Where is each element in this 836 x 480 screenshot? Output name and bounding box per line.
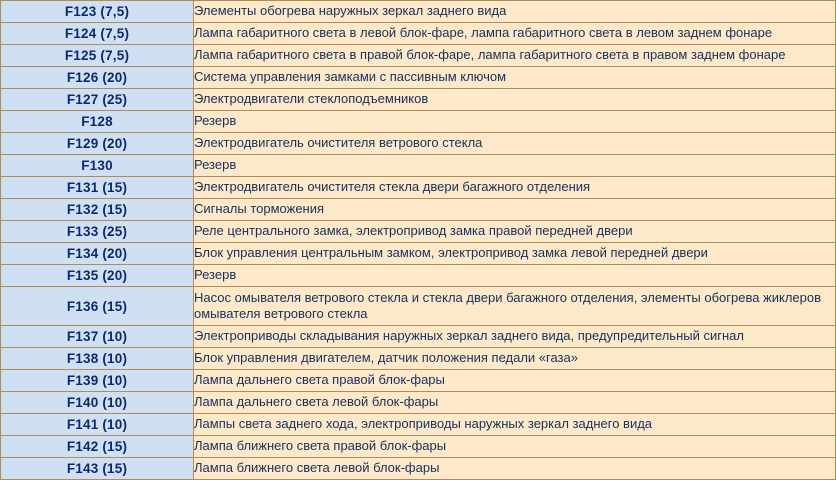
fuse-designation-cell: F129 (20) (1, 133, 194, 155)
fuse-description-cell: Элементы обогрева наружных зеркал заднего вида (194, 1, 836, 23)
fuse-description-cell: Лампа дальнего света правой блок-фары (194, 370, 836, 392)
table-row (1, 243, 836, 265)
fuse-designation-cell: F143 (15) (1, 458, 194, 480)
fuse-designation-cell: F132 (15) (1, 199, 194, 221)
table-row (1, 199, 836, 221)
table-row (1, 23, 836, 45)
table-row (1, 111, 836, 133)
fuse-designation-cell: F141 (10) (1, 414, 194, 436)
fuse-designation-cell: F123 (7,5) (1, 1, 194, 23)
fuse-description-cell: Лампа дальнего света левой блок-фары (194, 392, 836, 414)
fuse-description-cell: Блок управления двигателем, датчик положения педали «газа» (194, 348, 836, 370)
fuse-designation-cell: F137 (10) (1, 326, 194, 348)
fuse-description-cell: Электродвигатель очистителя ветрового стекла (194, 133, 836, 155)
table-row (1, 436, 836, 458)
fuse-designation-cell: F139 (10) (1, 370, 194, 392)
fuse-description-cell: Лампа габаритного света в правой блок-фаре, лампа габаритного света в правом заднем фонаре (194, 45, 836, 67)
fuse-designation-cell: F131 (15) (1, 177, 194, 199)
fuse-description-cell: Блок управления центральным замком, электропривод замка левой передней двери (194, 243, 836, 265)
fuse-designation-cell: F127 (25) (1, 89, 194, 111)
fuse-description-cell: Электродвигатели стеклоподъемников (194, 89, 836, 111)
fuse-designation-cell: F125 (7,5) (1, 45, 194, 67)
fuse-designation-cell: F138 (10) (1, 348, 194, 370)
fuse-description-cell: Резерв (194, 111, 836, 133)
table-row (1, 67, 836, 89)
table-row (1, 155, 836, 177)
fuse-designation-cell: F130 (1, 155, 194, 177)
table-row (1, 287, 836, 326)
table-row (1, 458, 836, 480)
table-row (1, 45, 836, 67)
table-row (1, 1, 836, 23)
fuse-designation-cell: F135 (20) (1, 265, 194, 287)
fuse-designation-cell: F136 (15) (1, 287, 194, 326)
fuse-table-body (1, 1, 836, 480)
table-row (1, 348, 836, 370)
table-row (1, 89, 836, 111)
fuse-designation-cell: F133 (25) (1, 221, 194, 243)
fuse-designation-cell: F140 (10) (1, 392, 194, 414)
fuse-description-cell: Лампа габаритного света в левой блок-фаре, лампа габаритного света в левом заднем фонаре (194, 23, 836, 45)
fuse-description-cell: Сигналы торможения (194, 199, 836, 221)
fuse-description-cell: Система управления замками с пассивным ключом (194, 67, 836, 89)
fuse-description-cell: Лампа ближнего света левой блок-фары (194, 458, 836, 480)
table-row (1, 392, 836, 414)
table-row (1, 133, 836, 155)
table-row (1, 177, 836, 199)
fuse-description-cell: Реле центрального замка, электропривод замка правой передней двери (194, 221, 836, 243)
table-row (1, 221, 836, 243)
fuse-designation-cell: F128 (1, 111, 194, 133)
fuse-designation-cell: F126 (20) (1, 67, 194, 89)
fuse-description-cell: Лампы света заднего хода, электроприводы наружных зеркал заднего вида (194, 414, 836, 436)
fuse-description-cell: Лампа ближнего света правой блок-фары (194, 436, 836, 458)
table-row (1, 265, 836, 287)
fuse-designation-cell: F124 (7,5) (1, 23, 194, 45)
fuse-designation-cell: F142 (15) (1, 436, 194, 458)
fuse-designation-cell: F134 (20) (1, 243, 194, 265)
fuse-description-cell: Резерв (194, 155, 836, 177)
fuse-description-cell: Резерв (194, 265, 836, 287)
fuse-description-cell: Насос омывателя ветрового стекла и стекла двери багажного отделения, элементы обогрева жиклеров омывателя ветрового стекла (194, 287, 836, 326)
fuse-description-cell: Электродвигатель очистителя стекла двери багажного отделения (194, 177, 836, 199)
table-row (1, 370, 836, 392)
table-row (1, 326, 836, 348)
fuse-description-cell: Электроприводы складывания наружных зеркал заднего вида, предупредительный сигнал (194, 326, 836, 348)
